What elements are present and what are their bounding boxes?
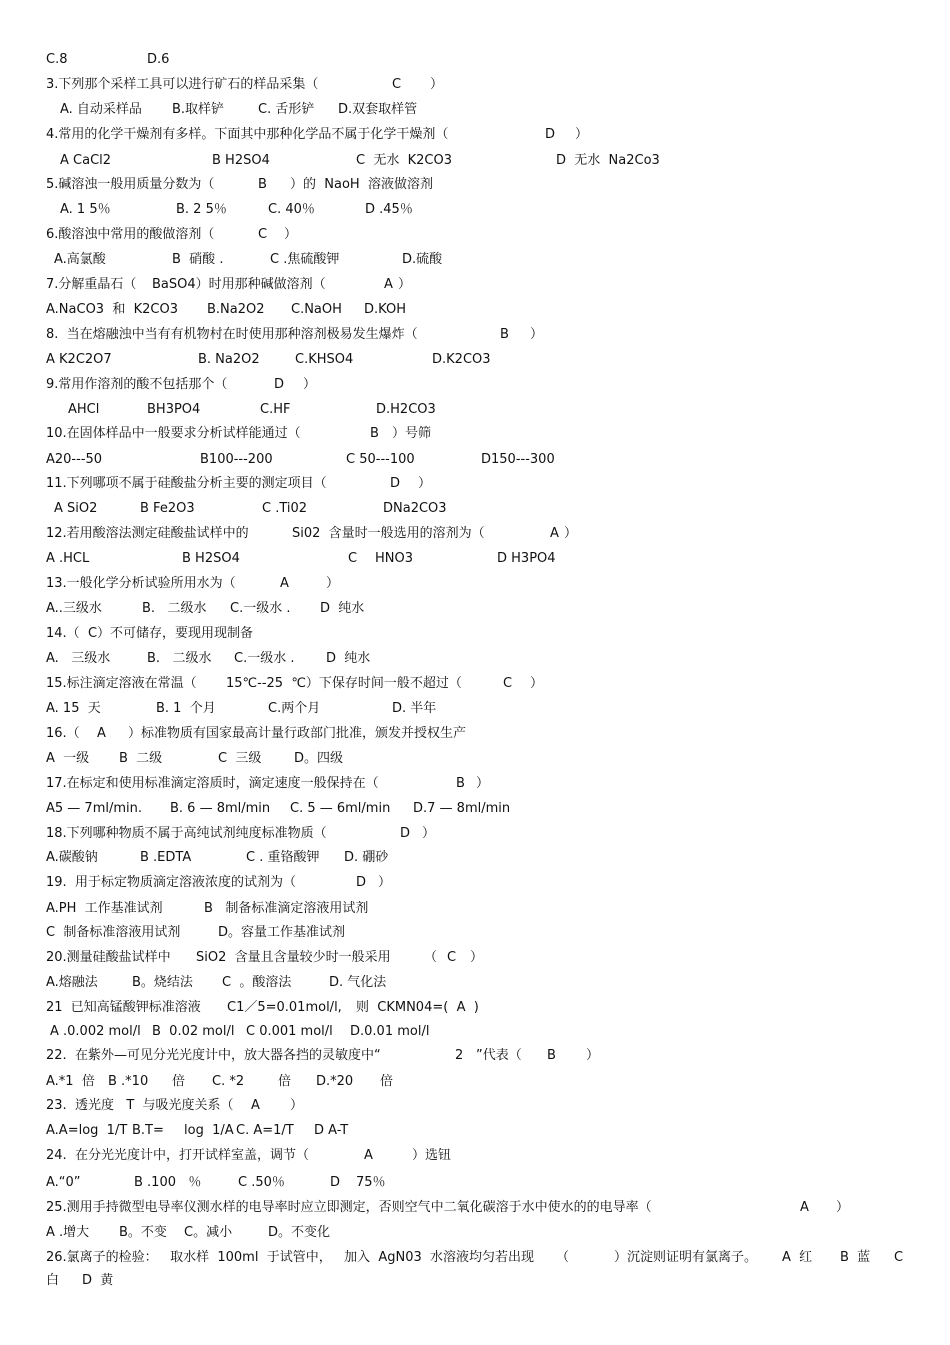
options-line (0, 98, 950, 122)
option-text: 倍 (278, 1074, 292, 1089)
options-line (0, 897, 950, 921)
answer-letter: A (384, 277, 393, 292)
option-text: B.T= (132, 1123, 164, 1138)
question-text: D 黄 (82, 1273, 114, 1288)
option-text: B H2SO4 (212, 153, 270, 168)
answer-letter: A (251, 1098, 260, 1113)
option-text: C .50％ (238, 1175, 285, 1190)
option-text: A .增大 (46, 1225, 90, 1240)
options-line (0, 348, 950, 372)
options-line (0, 1171, 950, 1195)
options-line (0, 971, 950, 995)
question-text: ） (530, 327, 544, 342)
option-text: D. 半年 (392, 701, 437, 716)
options-line (0, 1020, 950, 1044)
option-text: D.KOH (364, 302, 406, 317)
option-text: B H2SO4 (182, 551, 240, 566)
option-text: B 硝酸 . (172, 252, 224, 267)
options-line (0, 149, 950, 173)
question-text: ”代表（ (476, 1048, 522, 1063)
options-line (0, 647, 950, 671)
option-text: C 无水 K2CO3 (356, 153, 452, 168)
option-text: D. 气化法 (329, 975, 387, 990)
option-text: D。不变化 (268, 1225, 331, 1240)
question-text: 14.（ C）不可储存，要现用现制备 (46, 626, 254, 641)
options-line (0, 1119, 950, 1143)
option-text: A.A=log 1/T (46, 1123, 128, 1138)
answer-letter: B (370, 426, 379, 441)
question-text: 白 (46, 1273, 60, 1288)
options-line (0, 1070, 950, 1094)
option-text: B100---200 (200, 452, 273, 467)
option-text: B. 二级水 (147, 651, 212, 666)
answer-letter: D (400, 826, 411, 841)
question-line (0, 422, 950, 446)
option-text: D 纯水 (320, 601, 365, 616)
question-text: ） (470, 950, 484, 965)
option-text: C.NaOH (291, 302, 342, 317)
question-text: 21 已知高锰酸钾标准溶液 (46, 1000, 201, 1015)
options-line (0, 921, 950, 945)
question-text: 22. 在紫外—可见分光光度计中，放大器各挡的灵敏度中“ (46, 1048, 381, 1063)
option-text: C.KHSO4 (295, 352, 354, 367)
question-line (0, 1196, 950, 1220)
question-text: 17.在标定和使用标准滴定溶质时，滴定速度一般保持在（ (46, 776, 379, 791)
answer-letter: A (97, 726, 106, 741)
question-line (0, 1246, 950, 1270)
question-line (0, 822, 950, 846)
option-text: A. 自动采样品 (60, 102, 142, 117)
option-text: D.7 — 8ml/min (413, 801, 511, 816)
option-text: C 。酸溶法 (222, 975, 292, 990)
question-text: 则 CKMN04=( A ) (356, 1000, 479, 1015)
options-line (0, 497, 950, 521)
options-line (0, 547, 950, 571)
option-text: BH3PO4 (147, 402, 201, 417)
option-text: A.*1 倍 (46, 1074, 95, 1089)
option-text: D.K2CO3 (432, 352, 491, 367)
options-line (0, 198, 950, 222)
question-text: 25.测用手持微型电导率仪测水样的电导率时应立即测定，否则空气中二氧化碳溶于水中使水的的电导率（ (46, 1200, 652, 1215)
question-text: ） (284, 227, 298, 242)
question-text: （ (556, 1250, 570, 1265)
question-text: ）选钮 (412, 1148, 452, 1163)
question-line (0, 1144, 950, 1168)
options-line (0, 248, 950, 272)
options-line (0, 697, 950, 721)
answer-letter: C (447, 950, 457, 965)
question-line (0, 772, 950, 796)
answer-letter: D (274, 377, 285, 392)
question-line (0, 1094, 950, 1118)
options-line (0, 398, 950, 422)
question-line (0, 572, 950, 596)
question-text: SiO2 含量且含量较少时一般采用 (196, 950, 391, 965)
option-text: A.高氯酸 (54, 252, 106, 267)
question-text: 19. 用于标定物质滴定溶液浓度的试剂为（ (46, 875, 296, 890)
option-text: C. 40％ (268, 202, 315, 217)
option-text: A SiO2 (54, 501, 98, 516)
question-text: ） (422, 826, 436, 841)
option-text: C .焦硫酸钾 (270, 252, 340, 267)
option-text: D.6 (147, 52, 170, 67)
answer-letter: A (364, 1148, 373, 1163)
question-text: ） (564, 526, 578, 541)
question-text: ）标准物质有国家最高计量行政部门批准，颁发并授权生产 (128, 726, 467, 741)
options-line (0, 747, 950, 771)
option-text: C. 5 — 6ml/min (290, 801, 391, 816)
option-text: C 50---100 (346, 452, 415, 467)
option-text: D150---300 (481, 452, 555, 467)
option-text: A .HCL (46, 551, 90, 566)
option-text: B .*10 (108, 1074, 149, 1089)
question-line (0, 472, 950, 496)
option-text: B. 2 5％ (176, 202, 227, 217)
question-text: B 蓝 (840, 1250, 871, 1265)
question-line (0, 622, 950, 646)
options-line (0, 846, 950, 870)
option-text: A.PH 工作基准试剂 (46, 901, 163, 916)
option-text: A. 1 5％ (60, 202, 111, 217)
option-text: B 制备标准滴定溶液用试剂 (204, 901, 369, 916)
question-line (0, 223, 950, 247)
option-text: C. A=1/T (236, 1123, 294, 1138)
question-text: ） (418, 476, 432, 491)
option-text: C. 舌形铲 (258, 102, 315, 117)
question-text: 24. 在分光光度计中，打开试样室盖，调节（ (46, 1148, 309, 1163)
question-text: 18.下列哪种物质不属于高纯试剂纯度标准物质（ (46, 826, 327, 841)
option-text: C 0.001 mol/l (246, 1024, 333, 1039)
question-text: ） (326, 576, 340, 591)
question-line (0, 1269, 950, 1293)
question-text: 7.分解重晶石（ (46, 277, 137, 292)
option-text: 倍 (172, 1074, 186, 1089)
option-text: C . 重铬酸钾 (246, 850, 320, 865)
question-line (0, 323, 950, 347)
option-text: DNa2CO3 (383, 501, 447, 516)
option-text: A.熔融法 (46, 975, 98, 990)
option-text: C。减小 (184, 1225, 233, 1240)
option-text: A20---50 (46, 452, 103, 467)
options-line (0, 1221, 950, 1245)
question-text: 10.在固体样品中一般要求分析试样能通过（ (46, 426, 301, 441)
option-text: A. 15 天 (46, 701, 101, 716)
question-text: ）号筛 (392, 426, 432, 441)
question-line (0, 173, 950, 197)
question-text: ） (303, 377, 317, 392)
question-text: BaSO4）时用那种碱做溶剂（ (152, 277, 326, 292)
text-line (0, 48, 950, 72)
question-text: 8. 当在熔融浊中当有有机物村在时使用那种溶剂极易发生爆炸（ (46, 327, 418, 342)
option-text: B 0.02 mol/l (152, 1024, 235, 1039)
answer-letter: C (258, 227, 268, 242)
question-line (0, 871, 950, 895)
question-text: 5.碱溶浊一般用质量分数为（ (46, 177, 215, 192)
options-line (0, 597, 950, 621)
option-text: B. 1 个月 (156, 701, 216, 716)
answer-letter: A (800, 1200, 809, 1215)
question-line (0, 672, 950, 696)
answer-letter: B (456, 776, 465, 791)
answer-letter: D (356, 875, 367, 890)
answer-letter: C (392, 77, 402, 92)
question-text: 26.氯离子的检验： 取水样 100ml 于试管中， 加入 AgN03 水溶液均匀若出现 (46, 1250, 535, 1265)
question-line (0, 946, 950, 970)
answer-letter: A (550, 526, 559, 541)
question-text: 20.测量硅酸盐试样中 (46, 950, 171, 965)
option-text: A CaCl2 (60, 153, 112, 168)
option-text: B .EDTA (140, 850, 192, 865)
option-text: B. Na2O2 (198, 352, 260, 367)
option-text: D.0.01 mol/l (350, 1024, 430, 1039)
option-text: C.8 (46, 52, 68, 67)
question-text: ） (398, 277, 412, 292)
option-text: C .Ti02 (262, 501, 308, 516)
option-text: C 制备标准溶液用试剂 (46, 925, 181, 940)
question-line (0, 522, 950, 546)
question-text: A 红 (782, 1250, 813, 1265)
answer-letter: B (547, 1048, 556, 1063)
option-text: D.硫酸 (402, 252, 443, 267)
option-text: D。容量工作基准试剂 (218, 925, 346, 940)
option-text: B .100 ％ (134, 1175, 202, 1190)
question-text: 4.常用的化学干燥剂有多样。下面其中那种化学品不属于化学干燥剂（ (46, 127, 449, 142)
option-text: D.双套取样管 (338, 102, 418, 117)
question-text: ） (530, 676, 544, 691)
question-text: C1／5=0.01mol/l, (227, 1000, 342, 1015)
question-text: ） (378, 875, 392, 890)
option-text: D 纯水 (326, 651, 371, 666)
option-text: B。烧结法 (132, 975, 193, 990)
answer-letter: C (503, 676, 513, 691)
option-text: HNO3 (375, 551, 414, 566)
question-line (0, 73, 950, 97)
option-text: A.“0” (46, 1175, 81, 1190)
option-text: B Fe2O3 (140, 501, 195, 516)
question-text: ）沉淀则证明有氯离子。 (614, 1250, 758, 1265)
option-text: B. 6 — 8ml/min (170, 801, 271, 816)
option-text: C 三级 (218, 751, 262, 766)
option-text: D (330, 1175, 341, 1190)
option-text: D 无水 Na2Co3 (556, 153, 660, 168)
question-line (0, 996, 950, 1020)
question-text: ） (575, 127, 589, 142)
option-text: A.NaCO3 和 K2CO3 (46, 302, 178, 317)
option-text: D。四级 (294, 751, 344, 766)
option-text: 75％ (356, 1175, 386, 1190)
question-text: ） (290, 1098, 304, 1113)
answer-letter: 2 (455, 1048, 464, 1063)
option-text: B.Na2O2 (207, 302, 265, 317)
question-text: ） (836, 1200, 850, 1215)
answer-letter: A (280, 576, 289, 591)
option-text: C.HF (260, 402, 291, 417)
option-text: C.一级水 . (234, 651, 295, 666)
answer-letter: D (545, 127, 556, 142)
question-line (0, 722, 950, 746)
option-text: D H3PO4 (497, 551, 556, 566)
option-text: D. 硼砂 (344, 850, 389, 865)
question-text: ）的 NaoH 溶液做溶剂 (290, 177, 433, 192)
option-text: AHCl (68, 402, 100, 417)
option-text: C.一级水 . (230, 601, 291, 616)
option-text: D.H2CO3 (376, 402, 436, 417)
question-line (0, 1044, 950, 1068)
option-text: log 1/A (184, 1123, 234, 1138)
option-text: B 二级 (119, 751, 163, 766)
option-text: D A-T (314, 1123, 349, 1138)
option-text: 倍 (380, 1074, 394, 1089)
option-text: A5 — 7ml/min. (46, 801, 143, 816)
option-text: A.碳酸钠 (46, 850, 98, 865)
answer-letter: B (500, 327, 509, 342)
option-text: C.两个月 (268, 701, 321, 716)
options-line (0, 298, 950, 322)
option-text: B. 二级水 (142, 601, 207, 616)
answer-letter: D (390, 476, 401, 491)
option-text: B。不变 (119, 1225, 167, 1240)
option-text: B.取样铲 (172, 102, 225, 117)
question-text: 11.下列哪项不属于硅酸盐分析主要的测定项目（ (46, 476, 327, 491)
question-text: 3.下列那个采样工具可以进行矿石的样品采集（ (46, 77, 319, 92)
option-text: C (348, 551, 358, 566)
question-text: 6.酸溶浊中常用的酸做溶剂（ (46, 227, 215, 242)
option-text: A 一级 (46, 751, 90, 766)
options-line (0, 448, 950, 472)
option-text: A .0.002 mol/l (50, 1024, 141, 1039)
question-text: Si02 含量时一般选用的溶剂为（ (292, 526, 485, 541)
question-text: 16.（ (46, 726, 80, 741)
option-text: A. 三级水 (46, 651, 111, 666)
question-text: 15.标注滴定溶液在常温（ (46, 676, 197, 691)
options-line (0, 797, 950, 821)
option-text: C. *2 (212, 1074, 245, 1089)
question-text: 9.常用作溶剂的酸不包括那个（ (46, 377, 228, 392)
question-text: 12.若用酸溶法测定硅酸盐试样中的 (46, 526, 249, 541)
option-text: A K2C2O7 (46, 352, 112, 367)
option-text: D.*20 (316, 1074, 354, 1089)
question-line (0, 273, 950, 297)
question-text: ） (586, 1048, 600, 1063)
question-text: （ (424, 950, 438, 965)
question-text: ） (476, 776, 490, 791)
option-text: A..三级水 (46, 601, 102, 616)
question-line (0, 123, 950, 147)
question-text: C (894, 1250, 904, 1265)
question-text: 13.一般化学分析试验所用水为（ (46, 576, 236, 591)
question-line (0, 373, 950, 397)
question-text: 15℃--25 ℃）下保存时间一般不超过（ (226, 676, 462, 691)
question-text: ） (430, 77, 444, 92)
answer-letter: B (258, 177, 267, 192)
question-text: 23. 透光度 T 与吸光度关系（ (46, 1098, 234, 1113)
option-text: D .45％ (365, 202, 413, 217)
